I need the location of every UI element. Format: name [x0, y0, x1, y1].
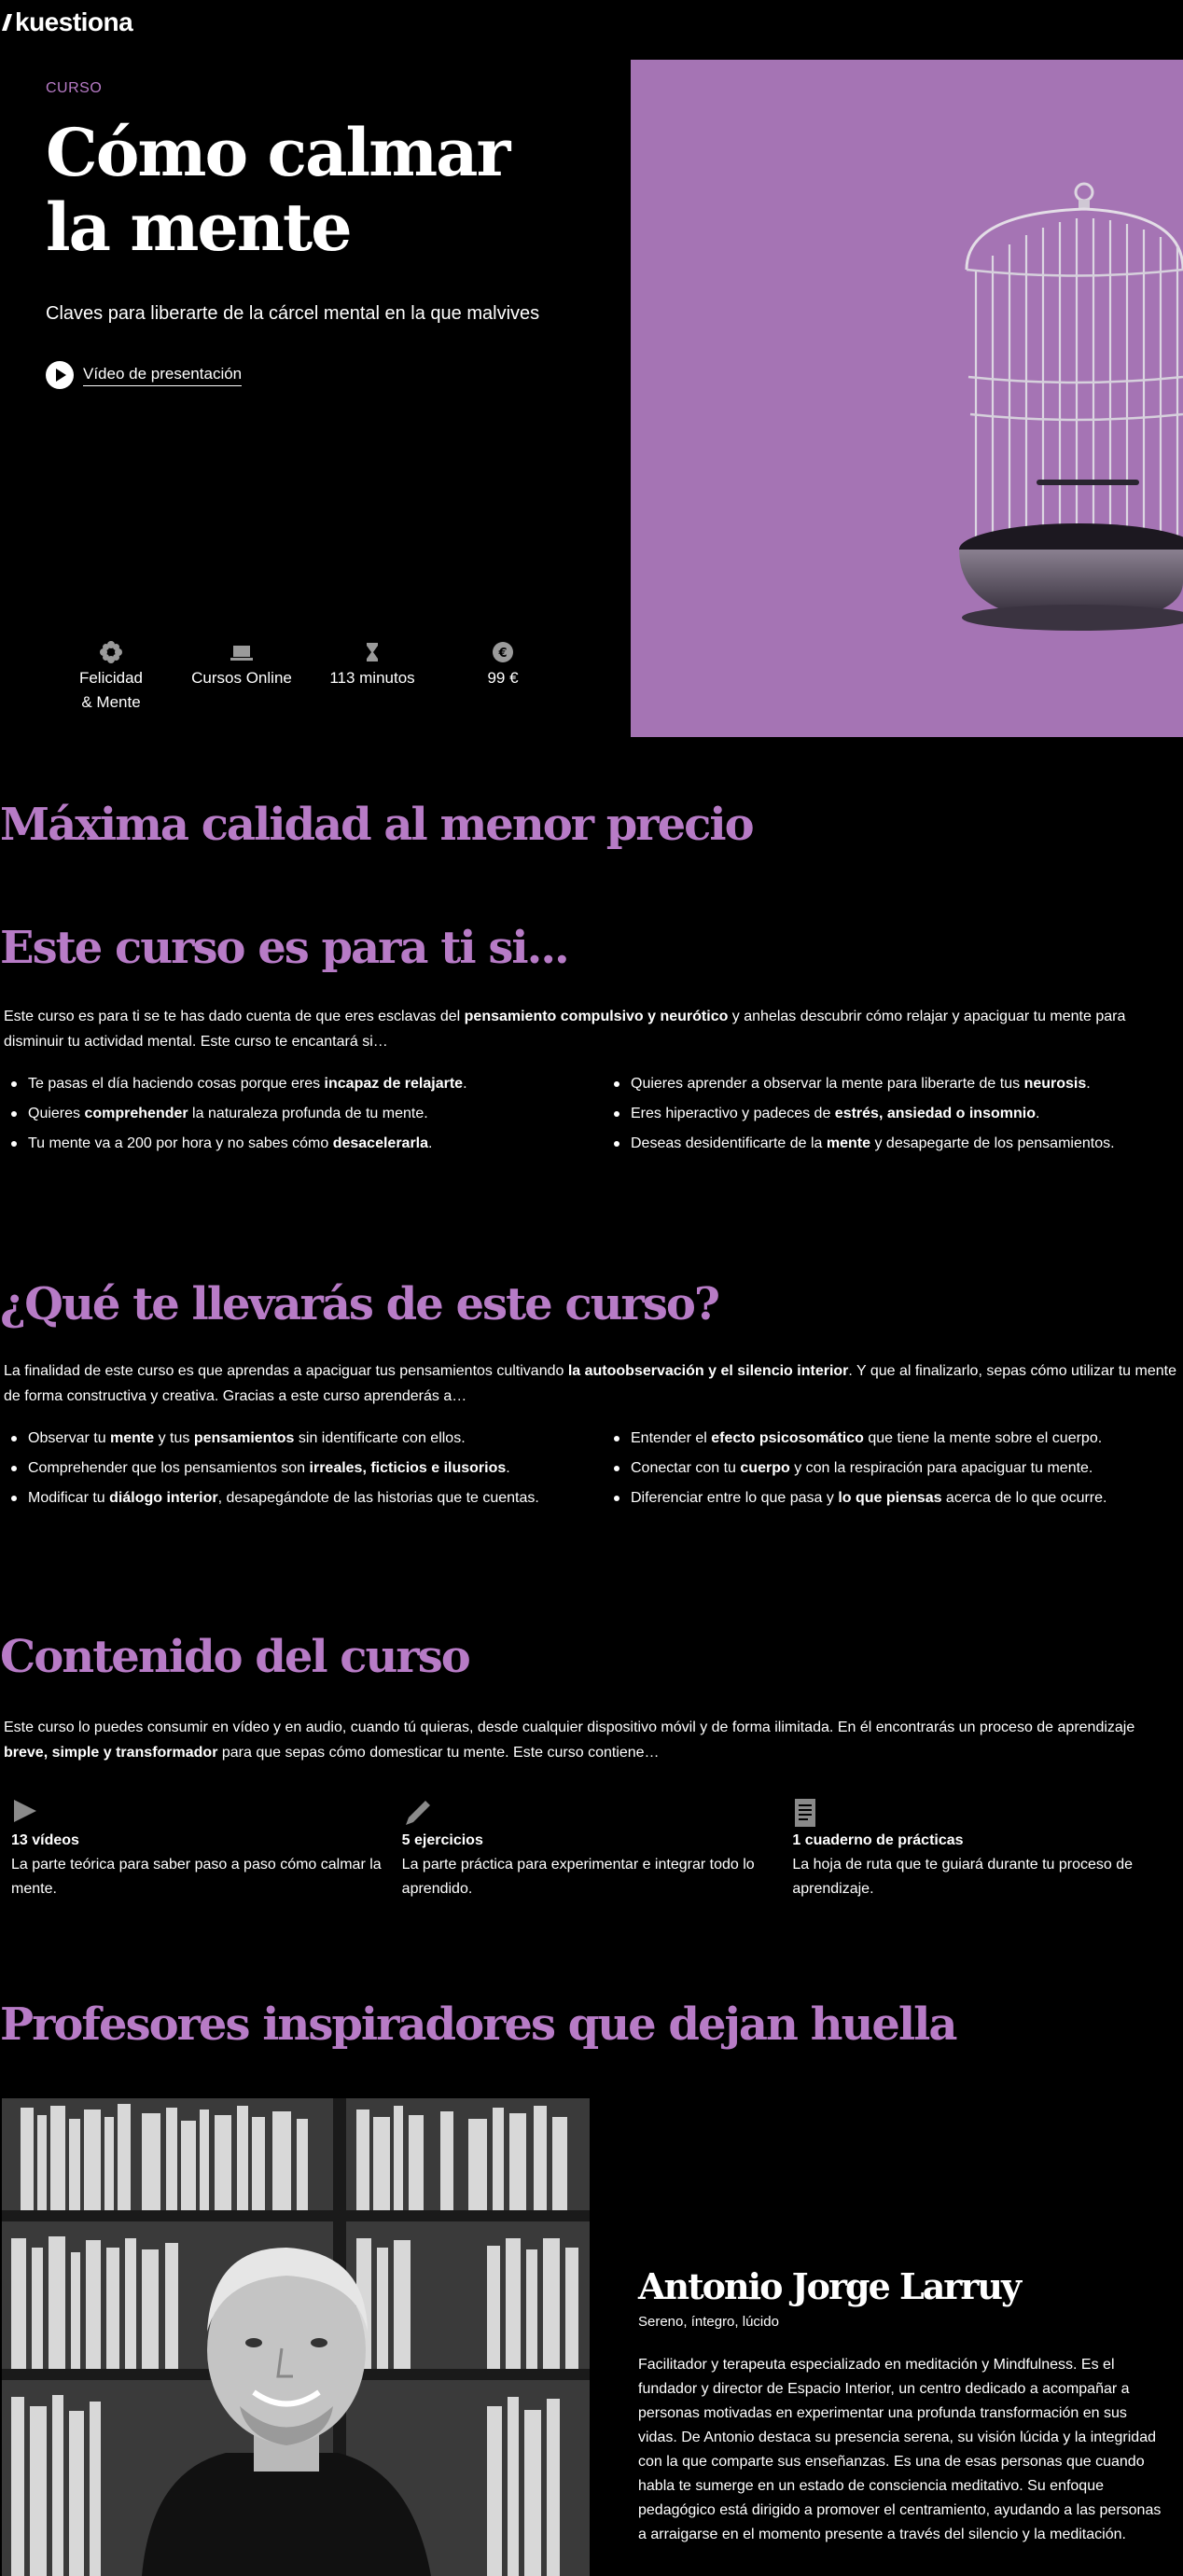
- content-heading: Contenido del curso: [0, 1631, 469, 1683]
- euro-coin-icon: [438, 640, 568, 666]
- card-text: La parte práctica para experimentar e integrar todo lo aprendido.: [401, 1857, 755, 1897]
- stat-format: [176, 640, 307, 715]
- laptop-icon: [176, 640, 307, 666]
- teacher-bio: Facilitador y terapeuta especializado en meditación y Mindfulness. Es el fundador y director de Espacio Interior, un centro dedicado a acompañar a personas motivadas en experimentar una profunda transformación en sus vidas. De Antonio destaca su presencia serena, su visión lúcida y la integridad con la que comparte sus enseñanzas. Es una de esas personas que cuando habla te sumerge en un estado de consciencia meditativo. Su enfoque pedagógico está dirigido a promover el centramiento, ayudando a las personas a arraigarse en el momento presente a través del silencio y la meditación.: [638, 2357, 1162, 2542]
- stat-category-line2: & Mente: [81, 693, 141, 711]
- content-intro: Este curso lo puedes consumir en vídeo y en audio, cuando tú quieras, desde cualquier dispositivo móvil y de forma ilimitada. En él encontrarás un proceso de aprendizaje breve, simple y transformador para que sepas cómo domesticar tu mente. Este curso contiene…: [4, 1720, 1135, 1761]
- list-item: Deseas desidentificarte de la mente y desapegarte de los pensamientos.: [603, 1129, 1181, 1159]
- card-title: 5 ejercicios: [401, 1832, 483, 1848]
- takeaways-intro: La finalidad de este curso es que aprendas a apaciguar tus pensamientos cultivando la autoobservación y el silencio interior. Y que al finalizarlo, sepas cómo utilizar tu mente de forma constructiva y creativa. Gracias a este curso aprenderás a…: [4, 1363, 1176, 1404]
- list-item: Comprehender que los pensamientos son irreales, ficticios e ilusorios.: [0, 1454, 603, 1483]
- svg-text:€: €: [498, 647, 508, 661]
- for-you-list: [0, 1069, 1183, 1159]
- logo-slash-icon: [0, 12, 13, 33]
- list-item: Te pasas el día haciendo cosas porque eres incapaz de relajarte.: [0, 1069, 603, 1099]
- content-card-notebook: [792, 1797, 1183, 1901]
- stat-duration: [307, 640, 438, 715]
- brand-name: kuestiona: [15, 7, 133, 36]
- list-item: Quieres comprehender la naturaleza profunda de tu mente.: [0, 1099, 603, 1129]
- card-title: 1 cuaderno de prácticas: [792, 1832, 964, 1848]
- takeaways-heading: ¿Qué te llevarás de este curso?: [0, 1278, 719, 1330]
- hero-subtitle: Claves para liberarte de la cárcel mental en la que malvives: [46, 303, 540, 324]
- list-item: Quieres aprender a observar la mente para liberarte de tus neurosis.: [603, 1069, 1181, 1099]
- teacher-photo-illustration: [2, 2098, 590, 2576]
- list-item: Entender el efecto psicosomático que tiene la mente sobre el cuerpo.: [603, 1424, 1181, 1454]
- teacher-name: Antonio Jorge Larruy: [638, 2265, 1021, 2307]
- flower-icon: [46, 640, 176, 666]
- list-item: Eres hiperactivo y padeces de estrés, ansiedad o insomnio.: [603, 1099, 1181, 1129]
- list-item: Modificar tu diálogo interior, desapegándote de las historias que te cuentas.: [0, 1483, 603, 1513]
- list-item: Diferenciar entre lo que pasa y lo que piensas acerca de lo que ocurre.: [603, 1483, 1181, 1513]
- play-icon: [46, 361, 74, 389]
- content-card-videos: [11, 1797, 402, 1901]
- stat-category: [46, 640, 176, 715]
- content-cards: [11, 1797, 1183, 1901]
- for-you-intro: Este curso es para ti se te has dado cuenta de que eres esclavas del pensamiento compulsivo y neurótico y anhelas descubrir cómo relajar y apaciguar tu mente para disminuir tu actividad mental. Este curso te encantará si…: [4, 1009, 1126, 1050]
- takeaways-list: [0, 1424, 1183, 1513]
- stat-category-line1: Felicidad: [78, 669, 144, 687]
- course-stats: [46, 640, 568, 715]
- stat-format-label: Cursos Online: [191, 669, 292, 687]
- pencil-icon: [402, 1797, 793, 1829]
- play-icon: [11, 1797, 402, 1829]
- page-title: Cómo calmar la mente: [46, 114, 509, 266]
- teachers-heading: Profesores inspiradores que dejan huella: [0, 1998, 956, 2051]
- quality-heading: Máxima calidad al menor precio: [0, 799, 753, 851]
- birdcage-icon: [631, 60, 1183, 737]
- card-title: 13 vídeos: [11, 1832, 79, 1848]
- brand-logo[interactable]: [0, 7, 132, 37]
- hero-kicker: CURSO: [46, 80, 103, 96]
- list-item: Observar tu mente y tus pensamientos sin identificarte con ellos.: [0, 1424, 603, 1454]
- hourglass-icon: [307, 640, 438, 666]
- presentation-video-label: Vídeo de presentación: [83, 365, 242, 386]
- hero-image: [631, 60, 1183, 737]
- teacher-tagline: Sereno, íntegro, lúcido: [638, 2314, 779, 2330]
- list-item: Conectar con tu cuerpo y con la respiración para apaciguar tu mente.: [603, 1454, 1181, 1483]
- card-text: La hoja de ruta que te guiará durante tu proceso de aprendizaje.: [792, 1857, 1134, 1897]
- content-card-exercises: [402, 1797, 793, 1901]
- stat-duration-label: 113 minutos: [329, 669, 415, 687]
- list-item: Tu mente va a 200 por hora y no sabes cómo desacelerarla.: [0, 1129, 603, 1159]
- card-text: La parte teórica para saber paso a paso cómo calmar la mente.: [11, 1857, 382, 1897]
- teacher-photo: [2, 2098, 590, 2576]
- notebook-icon: [792, 1797, 1183, 1829]
- for-you-heading: Este curso es para ti si...: [0, 922, 568, 974]
- stat-price-label: 99 €: [487, 669, 519, 687]
- stat-price: [438, 640, 568, 715]
- presentation-video-link[interactable]: [46, 361, 242, 389]
